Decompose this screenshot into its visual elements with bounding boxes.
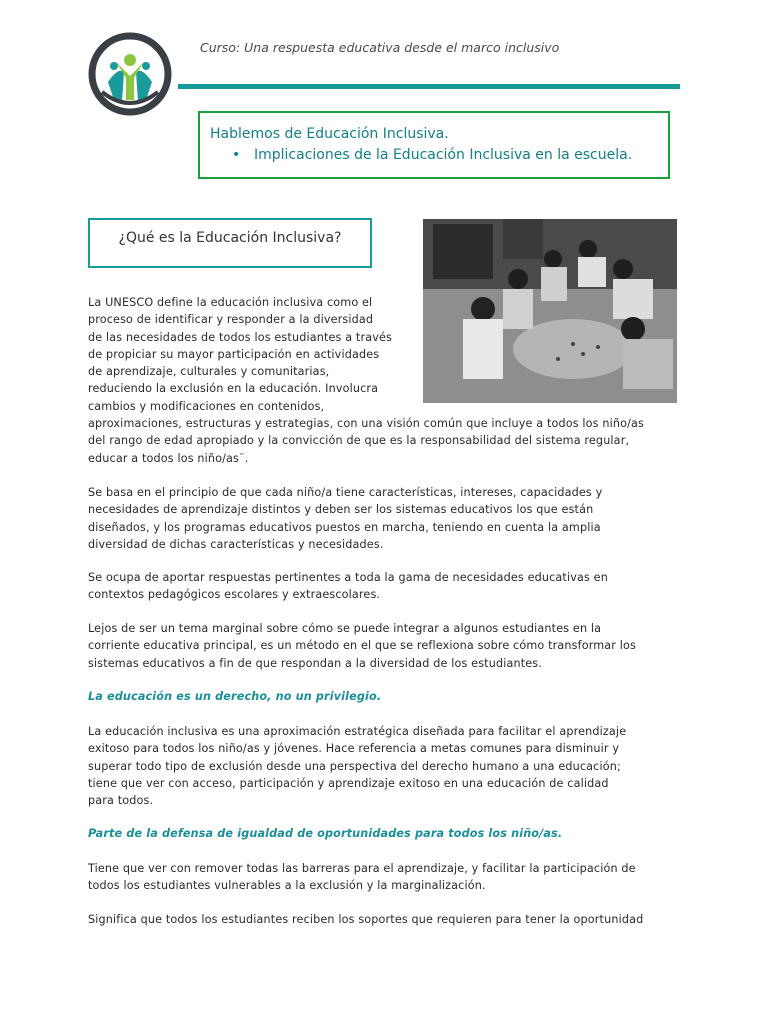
- paragraph-principle: [88, 484, 686, 553]
- text-line: corriente educativa principal, es un método en el que se reflexiona sobre cómo transformar los: [88, 639, 636, 653]
- bullet-dot-icon: •: [232, 147, 241, 163]
- text-line: todos los estudiantes vulnerables a la exclusión y la marginalización.: [88, 879, 486, 893]
- paragraph-supports: [88, 911, 686, 928]
- text-line: La educación inclusiva es una aproximación estratégica diseñada para facilitar el aprendizaje: [88, 725, 627, 738]
- people-circle-logo-icon: [88, 32, 172, 116]
- subheading-right: La educación es un derecho, no un privilegio.: [88, 690, 382, 703]
- paragraph-strategic-approach: [88, 723, 686, 809]
- paragraph-method: [88, 620, 686, 672]
- topic-title: Hablemos de Educación Inclusiva.: [210, 126, 449, 142]
- text-line: educar a todos los niño/as¨.: [88, 451, 249, 465]
- header-rule: [178, 84, 680, 89]
- course-logo: [88, 32, 172, 116]
- text-line: del rango de edad apropiado y la convicción de que es la responsabilidad del sistema regular,: [88, 434, 630, 448]
- text-line: tiene que ver con acceso, participación y aprendizaje exitoso en una educación de calidad: [88, 776, 609, 790]
- text-line: proceso de identificar y responder a la diversidad: [88, 313, 374, 327]
- text-line: necesidades de aprendizaje distintos y deben ser los sistemas educativos los que están: [88, 503, 594, 517]
- text-line: La UNESCO define la educación inclusiva como el: [88, 296, 373, 309]
- text-line: cambios y modificaciones en contenidos,: [88, 399, 325, 413]
- course-title: Curso: Una respuesta educativa desde el marco inclusivo: [200, 40, 560, 55]
- topic-bullet: [210, 146, 668, 164]
- text-line: superar todo tipo de exclusión desde una perspectiva del derecho humano a una educación;: [88, 759, 621, 773]
- text-line: reduciendo la exclusión en la educación. Involucra: [88, 382, 379, 396]
- text-line: Significa que todos los estudiantes reciben los soportes que requieren para tener la oportunidad: [88, 913, 644, 926]
- section-question-box: ¿Qué es la Educación Inclusiva?: [88, 218, 372, 268]
- topic-box: [198, 111, 670, 179]
- text-line: de las necesidades de todos los estudiantes a través: [88, 330, 392, 344]
- paragraph-unesco-definition: [88, 294, 686, 467]
- text-line: contextos pedagógicos escolares y extraescolares.: [88, 588, 381, 602]
- text-line: Tiene que ver con remover todas las barreras para el aprendizaje, y facilitar la participación de: [88, 862, 636, 875]
- text-line: diseñados, y los programas educativos puestos en marcha, teniendo en cuenta la amplia: [88, 520, 601, 534]
- subheading-equality: Parte de la defensa de igualdad de oportunidades para todos los niño/as.: [88, 827, 563, 840]
- text-line: para todos.: [88, 794, 154, 808]
- text-line: Se ocupa de aportar respuestas pertinentes a toda la gama de necesidades educativas en: [88, 571, 608, 584]
- topic-bullet-text: Implicaciones de la Educación Inclusiva en la escuela.: [254, 147, 633, 163]
- text-line: Lejos de ser un tema marginal sobre cómo se puede integrar a algunos estudiantes en la: [88, 622, 602, 635]
- text-line: sistemas educativos a fin de que respondan a la diversidad de los estudiantes.: [88, 656, 542, 670]
- text-line: exitoso para todos los niño/as y jóvenes. Hace referencia a metas comunes para disminuir y: [88, 742, 620, 756]
- text-line: aproximaciones, estructuras y estrategias, con una visión común que incluye a todos los niño/as: [88, 417, 644, 431]
- text-line: Se basa en el principio de que cada niño/a tiene características, intereses, capacidades y: [88, 486, 603, 499]
- text-line: diversidad de dichas características y necesidades.: [88, 537, 384, 551]
- text-line: de aprendizaje, culturales y comunitarias,: [88, 365, 330, 379]
- paragraph-responses: [88, 569, 686, 604]
- text-line: de propiciar su mayor participación en actividades: [88, 347, 380, 361]
- paragraph-barriers: [88, 860, 686, 895]
